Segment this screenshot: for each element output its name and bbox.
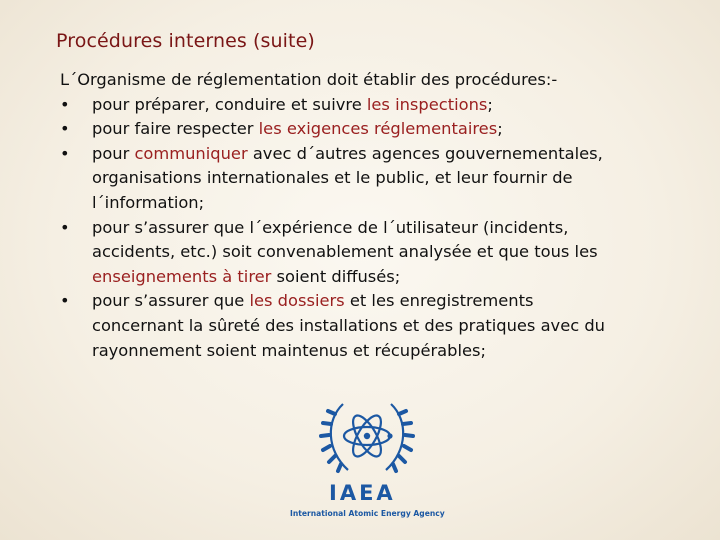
slide-body	[60, 68, 660, 363]
intro-text: L´Organisme de réglementation doit établir des procédures:-	[60, 70, 558, 89]
bullet-icon: •	[60, 119, 70, 139]
iaea-atom-wreath-icon	[310, 398, 424, 478]
highlight-text: les dossiers	[249, 291, 345, 311]
list-item: • pour s’assurer que les dossiers et les enregistrements concernant la sûreté des installations et des pratiques avec du rayonnement soient maintenus et récupérables;	[60, 291, 605, 360]
slide-title: Procédures internes (suite)	[56, 30, 315, 52]
list-item: • pour s’assurer que l´expérience de l´utilisateur (incidents, accidents, etc.) soit convenablement analysée et que tous les enseignements à tirer soient diffusés;	[60, 217, 598, 286]
bullet-icon: •	[60, 143, 70, 163]
highlight-text: les inspections	[366, 94, 488, 114]
iaea-agency-name: International Atomic Energy Agency	[290, 509, 445, 518]
bullet-icon: •	[60, 217, 70, 237]
procedure-list	[60, 93, 660, 364]
bullet-icon: •	[60, 94, 70, 114]
bullet-icon: •	[60, 291, 70, 311]
iaea-acronym: IAEA	[329, 481, 396, 505]
highlight-text: les exigences réglementaires	[258, 119, 498, 139]
list-item: • pour faire respecter les exigences réglementaires;	[60, 117, 660, 142]
list-item: • pour communiquer avec d´autres agences gouvernementales, organisations internationales et le public, et leur fournir de l´information;	[60, 143, 603, 212]
highlight-text: enseignements à tirer	[92, 266, 272, 286]
list-item: • pour préparer, conduire et suivre les inspections;	[60, 93, 660, 118]
highlight-text: communiquer	[134, 143, 248, 163]
